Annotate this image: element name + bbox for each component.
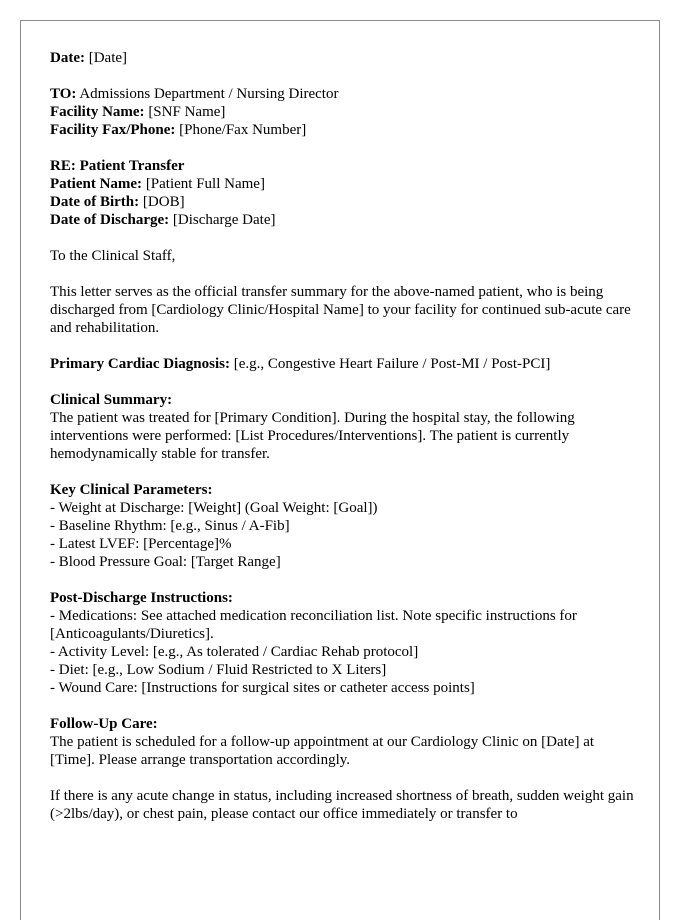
instructions-heading: Post-Discharge Instructions: — [50, 590, 233, 606]
patient-name-line — [50, 175, 640, 193]
patient-name-value: [Patient Full Name] — [145, 176, 265, 192]
letter-page — [20, 20, 660, 920]
date-value: [Date] — [88, 50, 128, 66]
to-label: TO: — [50, 86, 77, 102]
parameter-item: - Weight at Discharge: [Weight] (Goal Weight: [Goal]) — [50, 500, 378, 516]
parameter-item: - Blood Pressure Goal: [Target Range] — [50, 554, 281, 570]
follow-up-heading: Follow-Up Care: — [50, 716, 158, 732]
instruction-item: - Diet: [e.g., Low Sodium / Fluid Restricted to X Liters] — [50, 662, 387, 678]
re-line — [50, 157, 640, 175]
diagnosis-section — [50, 355, 640, 373]
parameter-item: - Latest LVEF: [Percentage]% — [50, 536, 232, 552]
facility-fax-label: Facility Fax/Phone: — [50, 122, 176, 138]
follow-up-section — [50, 715, 640, 769]
letter-content — [50, 49, 640, 841]
salutation-text: To the Clinical Staff, — [50, 248, 176, 264]
re-label: RE: Patient Transfer — [50, 158, 185, 174]
dob-line — [50, 193, 640, 211]
diagnosis-label: Primary Cardiac Diagnosis: — [50, 356, 230, 372]
parameters-section — [50, 481, 640, 571]
patient-name-label: Patient Name: — [50, 176, 143, 192]
to-line — [50, 85, 640, 103]
clinical-summary-text: The patient was treated for [Primary Condition]. During the hospital stay, the following interventions were performed: [List Procedures/Interventions]. The patient is currently hemodynamically stable for transfer. — [50, 410, 575, 462]
to-value: Admissions Department / Nursing Director — [79, 86, 339, 102]
salutation — [50, 247, 640, 265]
facility-name-line — [50, 103, 640, 121]
facility-name-label: Facility Name: — [50, 104, 145, 120]
facility-fax-line — [50, 121, 640, 139]
patient-section — [50, 157, 640, 229]
facility-fax-value: [Phone/Fax Number] — [179, 122, 307, 138]
dob-label: Date of Birth: — [50, 194, 140, 210]
parameters-heading: Key Clinical Parameters: — [50, 482, 213, 498]
follow-up-text: The patient is scheduled for a follow-up appointment at our Cardiology Clinic on [Date] at [Time]. Please arrange transportation accordingly. — [50, 734, 595, 768]
instruction-item: - Wound Care: [Instructions for surgical sites or catheter access points] — [50, 680, 475, 696]
intro-paragraph — [50, 283, 640, 337]
clinical-summary-heading: Clinical Summary: — [50, 392, 173, 408]
dob-value: [DOB] — [142, 194, 185, 210]
discharge-date-value: [Discharge Date] — [172, 212, 276, 228]
date-line — [50, 49, 640, 67]
discharge-date-label: Date of Discharge: — [50, 212, 170, 228]
instruction-item: - Activity Level: [e.g., As tolerated / Cardiac Rehab protocol] — [50, 644, 419, 660]
closing-text: If there is any acute change in status, including increased shortness of breath, sudden weight gain (>2lbs/day), or chest pain, please contact our office immediately or transfer to — [50, 788, 634, 822]
facility-name-value: [SNF Name] — [148, 104, 226, 120]
discharge-date-line — [50, 211, 640, 229]
diagnosis-line — [50, 355, 640, 373]
closing-paragraph — [50, 787, 640, 823]
parameter-item: - Baseline Rhythm: [e.g., Sinus / A-Fib] — [50, 518, 290, 534]
diagnosis-value: [e.g., Congestive Heart Failure / Post-MI / Post-PCI] — [233, 356, 551, 372]
instructions-section — [50, 589, 640, 697]
date-section — [50, 49, 640, 67]
instruction-item: - Medications: See attached medication reconciliation list. Note specific instructions for [Anticoagulants/Diuretics]. — [50, 608, 577, 642]
clinical-summary-section — [50, 391, 640, 463]
date-label: Date: — [50, 50, 85, 66]
recipient-section — [50, 85, 640, 139]
intro-text: This letter serves as the official transfer summary for the above-named patient, who is being discharged from [Cardiology Clinic/Hospital Name] to your facility for continued sub-acute care and rehabilitation. — [50, 284, 631, 336]
